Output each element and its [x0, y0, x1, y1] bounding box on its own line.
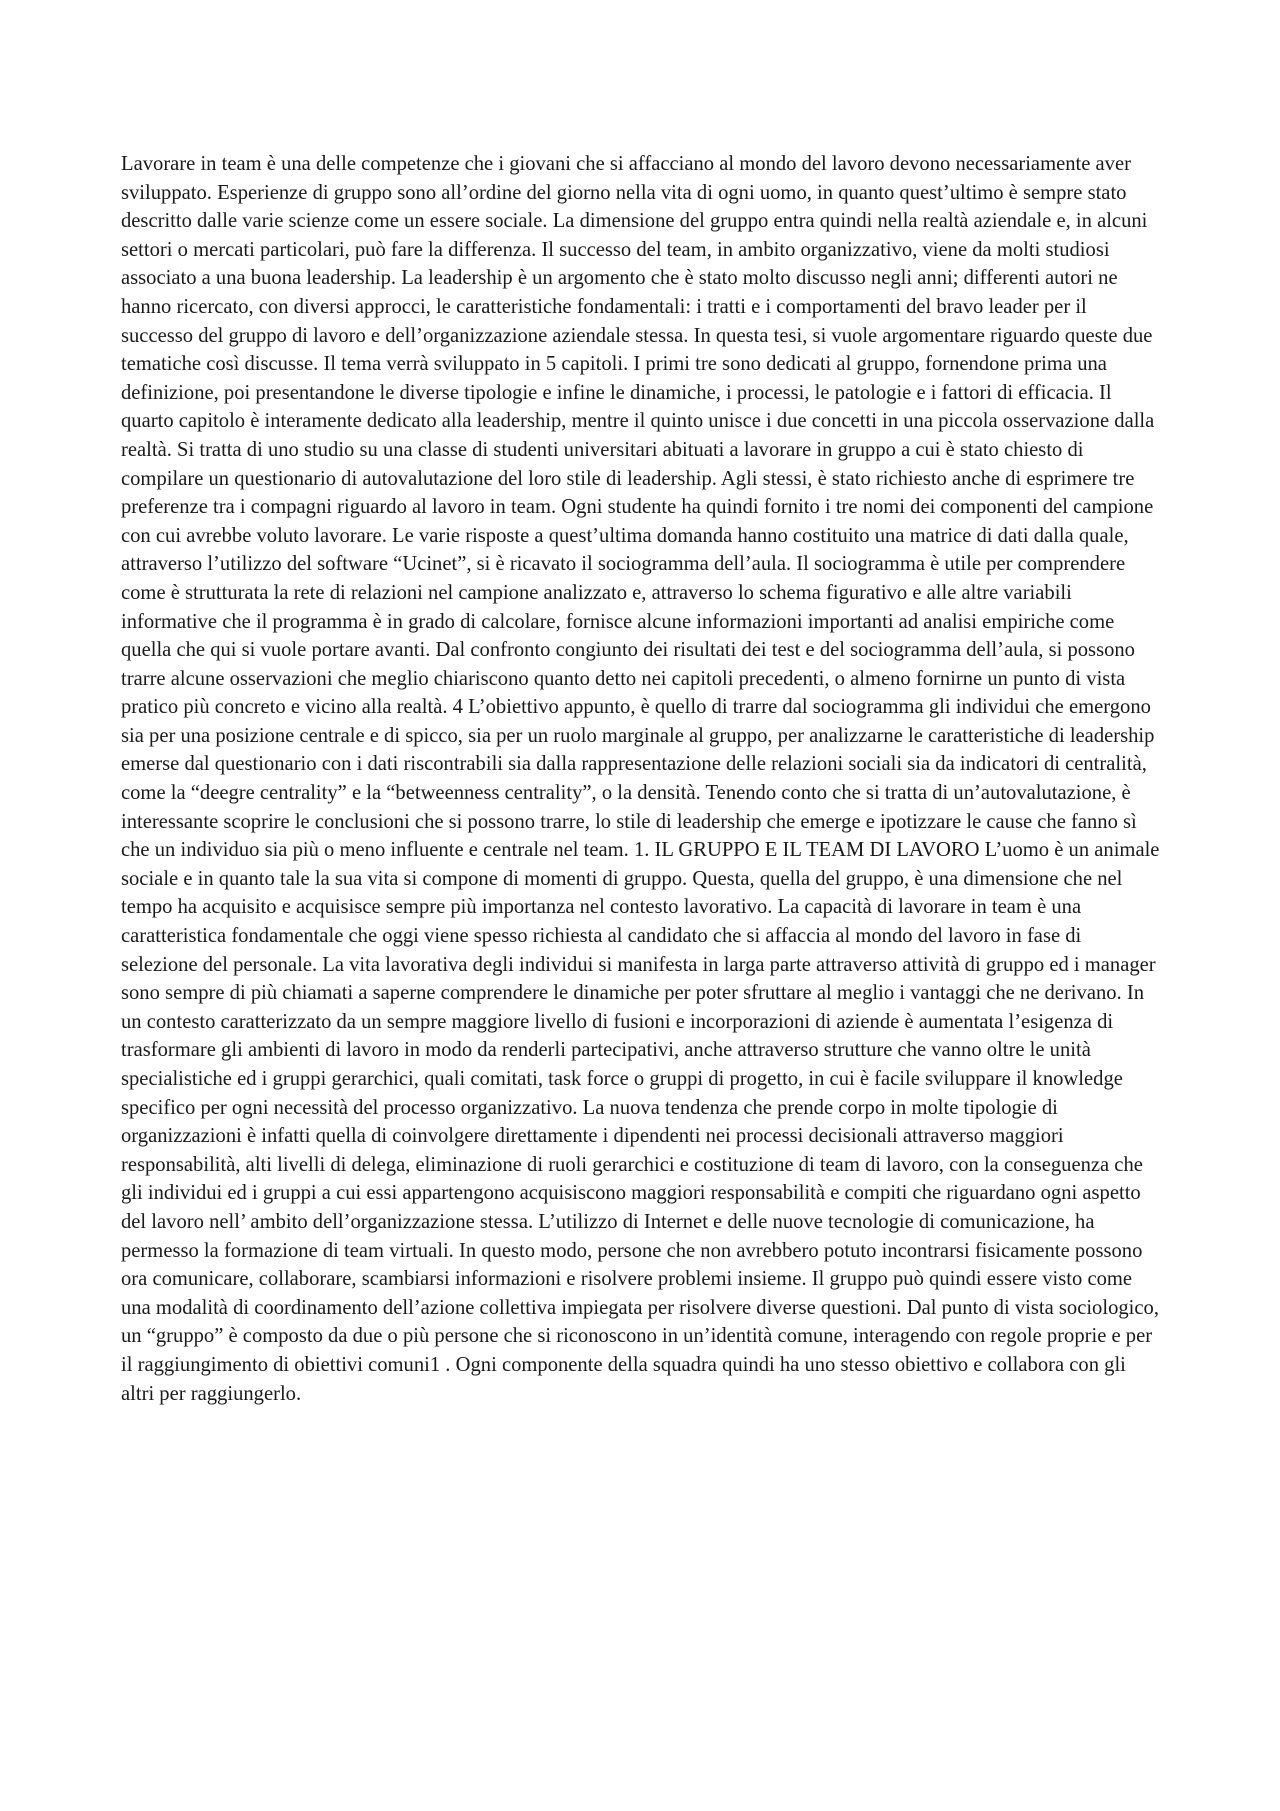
body-paragraph: Lavorare in team è una delle competenze che i giovani che si affacciano al mondo del lavoro devono necessariamente aver sviluppato. Esperienze di gruppo sono all’ordine del giorno nella vita di ogni uomo, in quanto quest’ultimo è sempre stato descritto dalle varie scienze come un essere sociale. La dimensione del gruppo entra quindi nella realtà aziendale e, in alcuni settori o mercati particolari, può fare la differenza. Il successo del team, in ambito organizzativo, viene da molti studiosi associato a una buona leadership. La leadership è un argomento che è stato molto discusso negli anni; differenti autori ne hanno ricercato, con diversi approcci, le caratteristiche fondamentali: i tratti e i comportamenti del bravo leader per il successo del gruppo di lavoro e dell’organizzazione aziendale stessa. In questa tesi, si vuole argomentare riguardo queste due tematiche così discusse. Il tema verrà sviluppato in 5 capitoli. I primi tre sono dedicati al gruppo, fornendone prima una definizione, poi presentandone le diverse tipologie e infine le dinamiche, i processi, le patologie e i fattori di efficacia. Il quarto capitolo è interamente dedicato alla leadership, mentre il quinto unisce i due concetti in una piccola osservazione dalla realtà. Si tratta di uno studio su una classe di studenti universitari abituati a lavorare in gruppo a cui è stato chiesto di compilare un questionario di autovalutazione del loro stile di leadership. Agli stessi, è stato richiesto anche di esprimere tre preferenze tra i compagni riguardo al lavoro in team. Ogni studente ha quindi fornito i tre nomi dei componenti del campione con cui avrebbe voluto lavorare. Le varie risposte a quest’ultima domanda hanno costituito una matrice di dati dalla quale, attraverso l’utilizzo del software “Ucinet”, si è ricavato il sociogramma dell’aula. Il sociogramma è utile per comprendere come è strutturata la rete di relazioni nel campione analizzato e, attraverso lo schema figurativo e alle altre variabili informative che il programma è in grado di calcolare, fornisce alcune informazioni importanti ad analisi empiriche come quella che qui si vuole portare avanti. Dal confronto congiunto dei risultati dei test e del sociogramma dell’aula, si possono trarre alcune osservazioni che meglio chiariscono quanto detto nei capitoli precedenti, o almeno fornirne un punto di vista pratico più concreto e vicino alla realtà. 4 L’obiettivo appunto, è quello di trarre dal sociogramma gli individui che emergono sia per una posizione centrale e di spicco, sia per un ruolo marginale al gruppo, per analizzarne le caratteristiche di leadership emerse dal questionario con i dati riscontrabili sia dalla rappresentazione delle relazioni sociali sia da indicatori di centralità, come la “deegre centrality” e la “betweenness centrality”, o la densità. Tenendo conto che si tratta di un’autovalutazione, è interessante scoprire le conclusioni che si possono trarre, lo stile di leadership che emerge e ipotizzare le cause che fanno sì che un individuo sia più o meno influente e centrale nel team. 1. IL GRUPPO E IL TEAM DI LAVORO L’uomo è un animale sociale e in quanto tale la sua vita si compone di momenti di gruppo. Questa, quella del gruppo, è una dimensione che nel tempo ha acquisito e acquisisce sempre più importanza nel contesto lavorativo. La capacità di lavorare in team è una caratteristica fondamentale che oggi viene spesso richiesta al candidato che si affaccia al mondo del lavoro in fase di selezione del personale. La vita lavorativa degli individui si manifesta in larga parte attraverso attività di gruppo ed i manager sono sempre di più chiamati a saperne comprendere le dinamiche per poter sfruttare al meglio i vantaggi che ne derivano. In un contesto caratterizzato da un sempre maggiore livello di fusioni e incorporazioni di aziende è aumentata l’esigenza di trasformare gli ambienti di lavoro in modo da renderli partecipativi, anche attraverso strutture che vanno oltre le unità specialistiche ed i gruppi gerarchici, quali comitati, task force o gruppi di progetto, in cui è facile sviluppare il knowledge specifico per ogni necessità del processo organizzativo. La nuova tendenza che prende corpo in molte tipologie di organizzazioni è infatti quella di coinvolgere direttamente i dipendenti nei processi decisionali attraverso maggiori responsabilità, alti livelli di delega, eliminazione di ruoli gerarchici e costituzione di team di lavoro, con la conseguenza che gli individui ed i gruppi a cui essi appartengono acquisiscono maggiori responsabilità e compiti che riguardano ogni aspetto del lavoro nell’ ambito dell’organizzazione stessa. L’utilizzo di Internet e delle nuove tecnologie di comunicazione, ha permesso la formazione di team virtuali. In questo modo, persone che non avrebbero potuto incontrarsi fisicamente possono ora comunicare, collaborare, scambiarsi informazioni e risolvere problemi insieme. Il gruppo può quindi essere visto come una modalità di coordinamento dell’azione collettiva impiegata per risolvere diverse questioni. Dal punto di vista sociologico, un “gruppo” è composto da due o più persone che si riconoscono in un’identità comune, interagendo con regole proprie e per il raggiungimento di obiettivi comuni1 . Ogni componente della squadra quindi ha uno stesso obiettivo e collabora con gli altri per raggiungerlo. — [121, 153, 1160, 1405]
